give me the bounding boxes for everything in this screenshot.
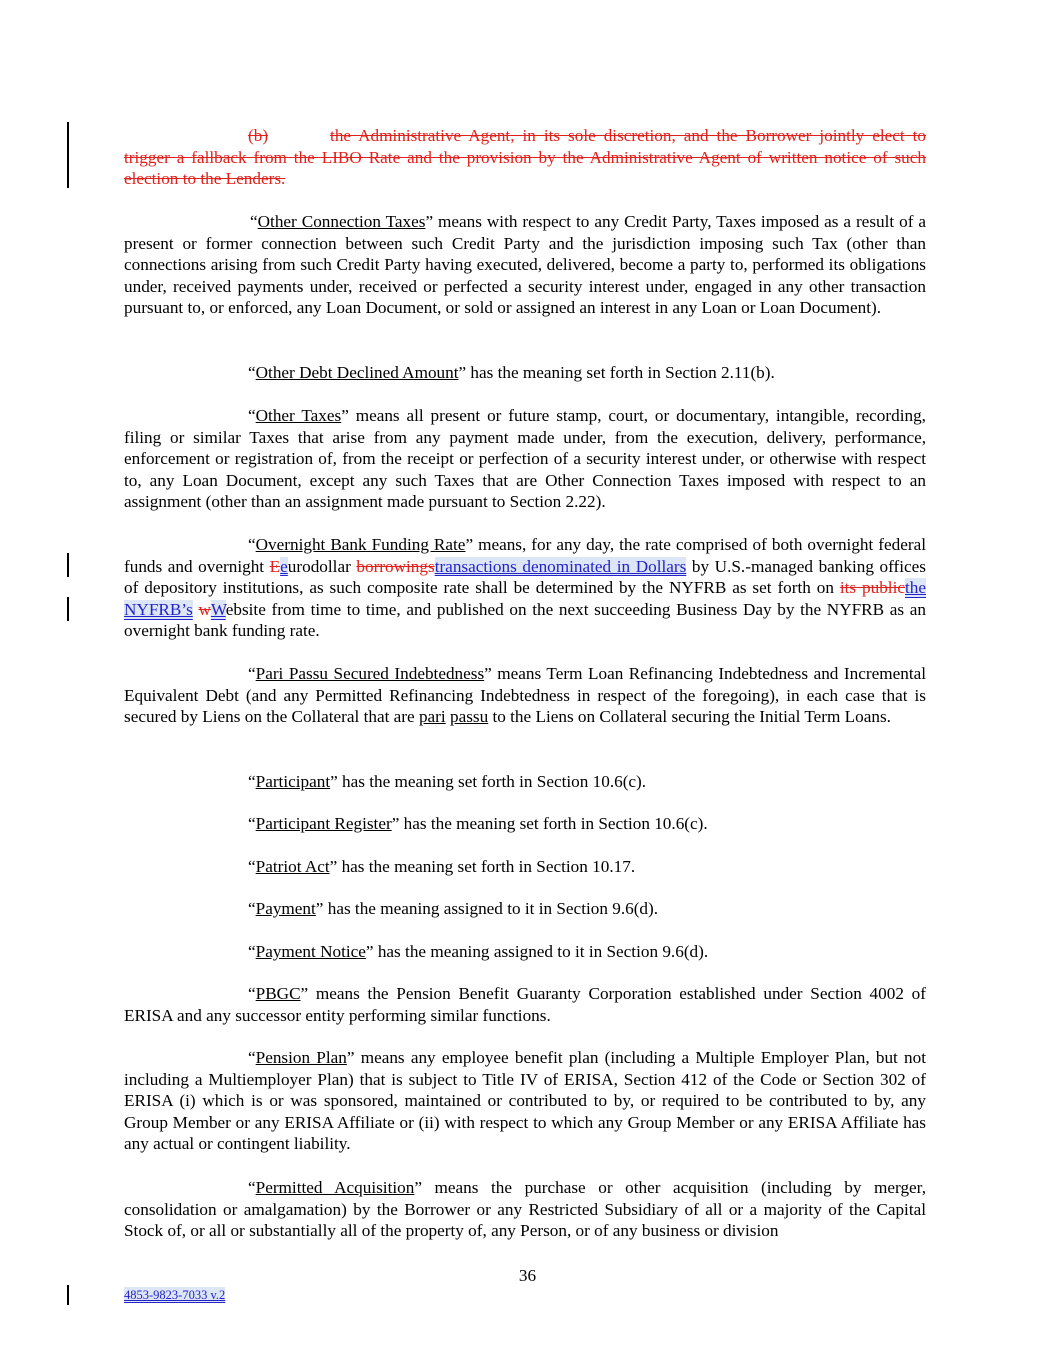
definition-text: ” means with respect to any Credit Party, Taxes imposed as a result of a present or former connection between such Credit Party and the jurisdiction imposing such Tax (other than connections arising from such Credit Party having executed, delivered, become a party to, performed its obligations under, received payments under, received or perfected a security interest under, engaged in any other transaction pursuant to, or enforced, any Loan Document, or sold or assigned an interest in any Loan or Loan Document). (124, 212, 926, 318)
definition-text: urodollar (287, 556, 357, 576)
definition-other-debt-declined-amount: “Other Debt Declined Amount” has the meaning set forth in Section 2.11(b). (248, 363, 775, 382)
definition-payment-notice: “Payment Notice” has the meaning assigned to it in Section 9.6(d). (248, 942, 709, 961)
definition-participant-register: “Participant Register” has the meaning set forth in Section 10.6(c). (248, 814, 708, 833)
inserted-text: e (280, 556, 288, 576)
definition-text: ” means Term Loan Refinancing Indebtedness and Incremental Equivalent Debt (and any Permitted Refinancing Indebtedness in respect of the foregoing), in each case that is secured by Liens on the Collateral that are (124, 664, 926, 727)
defined-term: Participant Register (255, 814, 392, 833)
change-bar (67, 1285, 69, 1305)
defined-term: Pension Plan (255, 1048, 347, 1067)
change-bar (67, 553, 69, 577)
definition-text: by U.S.-managed banking offices of depository institutions, as such composite rate shall be determined by the NYFRB as set forth on (124, 556, 926, 598)
definition-other-taxes: “Other Taxes” means all present or future stamp, court, or documentary, intangible, recording, filing or similar Taxes that arise from any payment made under, from the execution, delivery, performance, enforcement or registration of, from the receipt or perfection of a security interest under, or otherwise with respect to, any Loan Document, except any such Taxes that are Other Connection Taxes imposed with respect to an assignment (other than an assignment made pursuant to Section 2.22). (124, 406, 926, 512)
definition-text: ” means the purchase or other acquisition (including by merger, consolidation or amalgamation) by the Borrower or any Restricted Subsidiary of all or a majority of the Capital Stock of, or all or substantially all of the property of, any Person, or of any business or division (124, 1178, 926, 1241)
defined-term: PBGC (255, 984, 301, 1003)
page-number: 36 (518, 1266, 537, 1285)
defined-term: Overnight Bank Funding Rate (255, 535, 466, 554)
definition-pari-passu-secured-indebtedness: “Pari Passu Secured Indebtedness” means Term Loan Refinancing Indebtedness and Incremental Equivalent Debt (and any Permitted Refinancing Indebtedness in respect of the foregoing), in each case that is secured by Liens on the Collateral that are pari passu to the Liens on Collateral securing the Initial Term Loans. (124, 664, 926, 727)
definition-pbgc: “PBGC” means the Pension Benefit Guaranty Corporation established under Section 4002 of ERISA and any successor entity performing similar functions. (124, 984, 926, 1025)
definition-text: ” has the meaning set forth in Section 10.6(c). (391, 814, 708, 833)
document-id: 4853-9823-7033 v.2 (124, 1288, 226, 1302)
clause-text: the Administrative Agent, in its sole discretion, and the Borrower jointly elect to trigger a fallback from the LIBO Rate and the provision by the Administrative Agent of written notice of such election to the Lenders. (124, 126, 926, 189)
change-bar (67, 597, 69, 621)
definition-text: ” means the Pension Benefit Guaranty Corporation established under Section 4002 of ERISA and any successor entity performing similar functions. (124, 984, 926, 1025)
definition-text: ” has the meaning assigned to it in Section 9.6(d). (365, 942, 709, 961)
definition-text: ” has the meaning set forth in Section 2.11(b). (458, 363, 775, 382)
defined-term: Other Connection Taxes (257, 212, 426, 231)
defined-term: Pari Passu Secured Indebtedness (255, 664, 485, 683)
defined-term: Participant (255, 772, 331, 791)
deleted-clause-b (124, 125, 926, 190)
latin-term: passu (449, 707, 489, 727)
definition-pension-plan: “Pension Plan” means any employee benefit plan (including a Multiple Employer Plan, but not including a Multiemployer Plan) that is subject to Title IV of ERISA, Section 412 of the Code or Section 302 of ERISA (i) which is or was sponsored, maintained or contributed to by, or required to be contributed to by, any Group Member or any ERISA Affiliate or (ii) with respect to which any Group Member or any ERISA Affiliate has any actual or contingent liability. (124, 1048, 926, 1154)
deleted-text: borrowings (356, 556, 435, 576)
defined-term: Other Taxes (255, 406, 342, 425)
definition-other-connection-taxes: “Other Connection Taxes” means with respect to any Credit Party, Taxes imposed as a result of a present or former connection between such Credit Party and the jurisdiction imposing such Tax (other than connections arising from such Credit Party having executed, delivered, become a party to, performed its obligations under, received payments under, received or perfected a security interest under, engaged in any other transaction pursuant to, or enforced, any Loan Document, or sold or assigned an interest in any Loan or Loan Document). (124, 212, 926, 318)
definition-overnight-bank-funding-rate: “Overnight Bank Funding Rate” means, for any day, the rate comprised of both overnight federal funds and overnight Eeurodollar borrowingstransactions denominated in Dollars by U.S.-managed banking offices of depository institutions, as such composite rate shall be determined by the NYFRB as set forth on its publicthe NYFRB’s wWebsite from time to time, and published on the next succeeding Business Day by the NYFRB as an overnight bank funding rate. (124, 535, 926, 641)
change-bar (67, 122, 69, 188)
definition-text: ebsite from time to time, and published on the next succeeding Business Day by the NYFRB as an overnight bank funding rate. (124, 599, 926, 641)
definition-text: to the Liens on Collateral securing the Initial Term Loans. (488, 707, 891, 727)
definition-patriot-act: “Patriot Act” has the meaning set forth in Section 10.17. (248, 857, 636, 876)
inserted-text: W (210, 599, 226, 619)
deleted-text: w (198, 599, 211, 619)
defined-term: Payment Notice (255, 942, 366, 961)
clause-label: (b) (248, 126, 269, 145)
defined-term: Patriot Act (255, 857, 330, 876)
inserted-text: transactions denominated in Dollars (434, 556, 687, 576)
definition-text: ” has the meaning assigned to it in Section 9.6(d). (315, 899, 659, 918)
definition-text: ” means any employee benefit plan (including a Multiple Employer Plan, but not including a Multiemployer Plan) that is subject to Title IV of ERISA, Section 412 of the Code or Section 302 of ERISA (i) which is or was sponsored, maintained or contributed to by, or required to be contributed to by, any Group Member or any ERISA Affiliate or (ii) with respect to which any Group Member or any ERISA Affiliate has any actual or contingent liability. (124, 1048, 926, 1154)
defined-term: Other Debt Declined Amount (255, 363, 459, 382)
deleted-text: its public (839, 578, 905, 598)
definition-text: ” has the meaning set forth in Section 10.6(c). (330, 772, 647, 791)
latin-term: pari (418, 707, 446, 727)
definition-participant: “Participant” has the meaning set forth in Section 10.6(c). (248, 772, 647, 791)
definition-text: ” means, for any day, the rate comprised of both overnight federal funds and overnight (124, 535, 926, 576)
deleted-text: E (269, 556, 281, 576)
inserted-text: the NYFRB’s (124, 578, 926, 619)
definition-payment: “Payment” has the meaning assigned to it in Section 9.6(d). (248, 899, 659, 918)
defined-term: Permitted Acquisition (255, 1178, 415, 1197)
definition-text: ” means all present or future stamp, court, or documentary, intangible, recording, filing or similar Taxes that arise from any payment made under, from the execution, delivery, performance, enforcement or registration of, from the receipt or perfection of a security interest under, or otherwise with respect to, any Loan Document, except any such Taxes that are Other Connection Taxes imposed with respect to an assignment (other than an assignment made pursuant to Section 2.22). (124, 406, 926, 512)
definition-text: ” has the meaning set forth in Section 10.17. (329, 857, 636, 876)
definition-permitted-acquisition: “Permitted Acquisition” means the purchase or other acquisition (including by merger, consolidation or amalgamation) by the Borrower or any Restricted Subsidiary of all or a majority of the Capital Stock of, or all or substantially all of the property of, any Person, or of any business or division (124, 1178, 926, 1241)
defined-term: Payment (255, 899, 316, 918)
